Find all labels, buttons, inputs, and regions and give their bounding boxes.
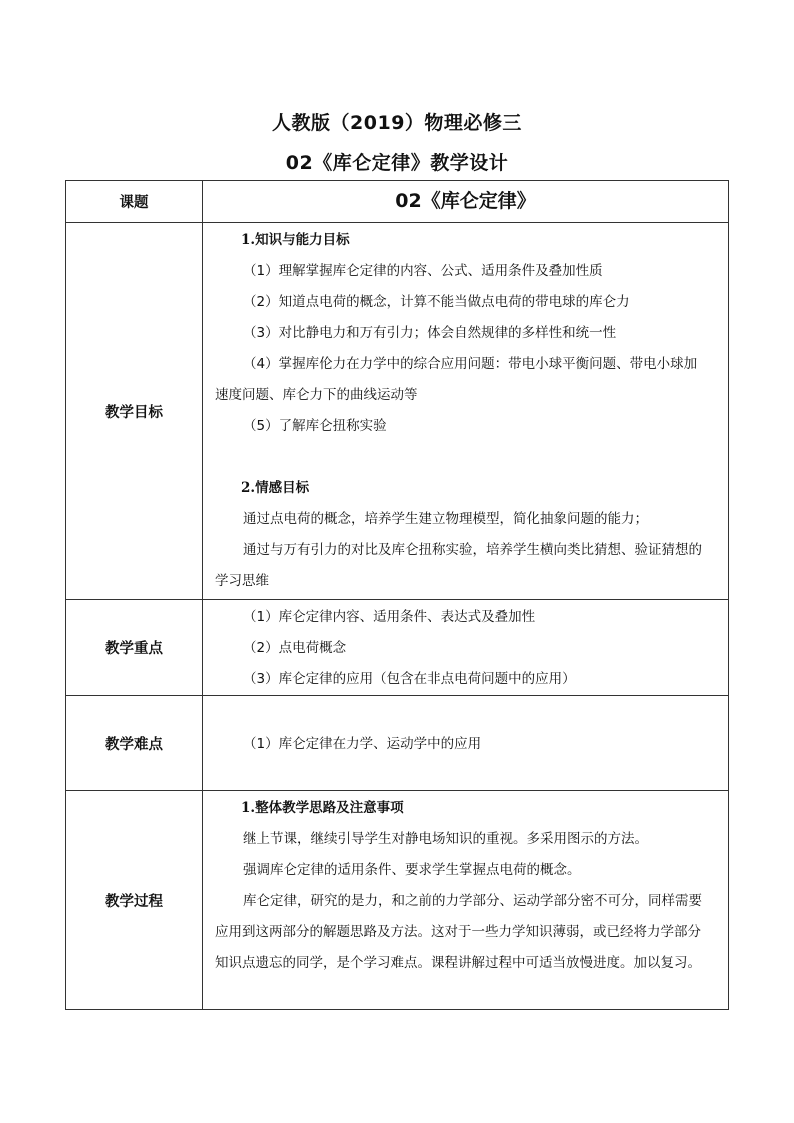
key-points-content [203, 600, 729, 696]
goal-item: （2）知道点电荷的概念，计算不能当做点电荷的带电球的库仑力 [243, 294, 630, 310]
goal-item: （3）对比静电力和万有引力；体会自然规律的多样性和统一性 [243, 325, 617, 341]
process-row [66, 791, 729, 1010]
key-points-label: 教学重点 [66, 600, 203, 696]
difficulties-content [203, 696, 729, 791]
process-content [203, 791, 729, 1010]
doc-title: 人教版（2019）物理必修三 [272, 112, 522, 134]
goal-item: （1）理解掌握库仑定律的内容、公式、适用条件及叠加性质 [243, 263, 603, 279]
topic-cell [203, 181, 729, 223]
goals-content [203, 223, 729, 600]
lesson-plan-table [65, 180, 729, 1010]
difficulties-row [66, 696, 729, 791]
goal-item: 通过点电荷的概念，培养学生建立物理模型，简化抽象问题的能力； [243, 511, 648, 527]
process-paragraph: 库仑定律，研究的是力，和之前的力学部分、运动学部分密不可分，同样需要应用到这两部分的解题思路及方法。这对于一些力学知识薄弱，或已经将力学部分知识点遗忘的同学，是个学习难点。课程讲解过程中可适当放慢进度。加以复习。 [215, 893, 702, 971]
key-point-item: （3）库仑定律的应用（包含在非点电荷问题中的应用） [243, 671, 576, 687]
process-paragraph: 继上节课，继续引导学生对静电场知识的重视。多采用图示的方法。 [243, 831, 648, 847]
process-label: 教学过程 [66, 791, 203, 1010]
goals-label: 教学目标 [66, 223, 203, 600]
goal-item: （4）掌握库伦力在力学中的综合应用问题：带电小球平衡问题、带电小球加速度问题、库仑力下的曲线运动等 [215, 356, 698, 403]
goal-item: （5）了解库仑扭称实验 [243, 418, 387, 434]
difficulties-label: 教学难点 [66, 696, 203, 791]
goal-item: 通过与万有引力的对比及库仑扭称实验，培养学生横向类比猜想、验证猜想的学习思维 [215, 542, 702, 589]
difficulty-item: （1）库仑定律在力学、运动学中的应用 [243, 735, 482, 752]
goals-section-title: 2.情感目标 [241, 480, 310, 496]
process-paragraph: 强调库仑定律的适用条件、要求学生掌握点电荷的概念。 [243, 862, 581, 878]
topic-label: 课题 [66, 181, 203, 223]
key-point-item: （2）点电荷概念 [243, 640, 347, 656]
doc-subtitle: 02《库仑定律》教学设计 [285, 152, 509, 174]
topic-row [66, 181, 729, 223]
key-point-item: （1）库仑定律内容、适用条件、表达式及叠加性 [243, 609, 536, 625]
spacer [215, 442, 710, 473]
key-points-row [66, 600, 729, 696]
goals-section-title: 1.知识与能力目标 [241, 232, 350, 248]
goals-row [66, 223, 729, 600]
topic-value: 02《库仑定律》 [395, 190, 536, 212]
process-section-title: 1.整体教学思路及注意事项 [241, 800, 404, 816]
